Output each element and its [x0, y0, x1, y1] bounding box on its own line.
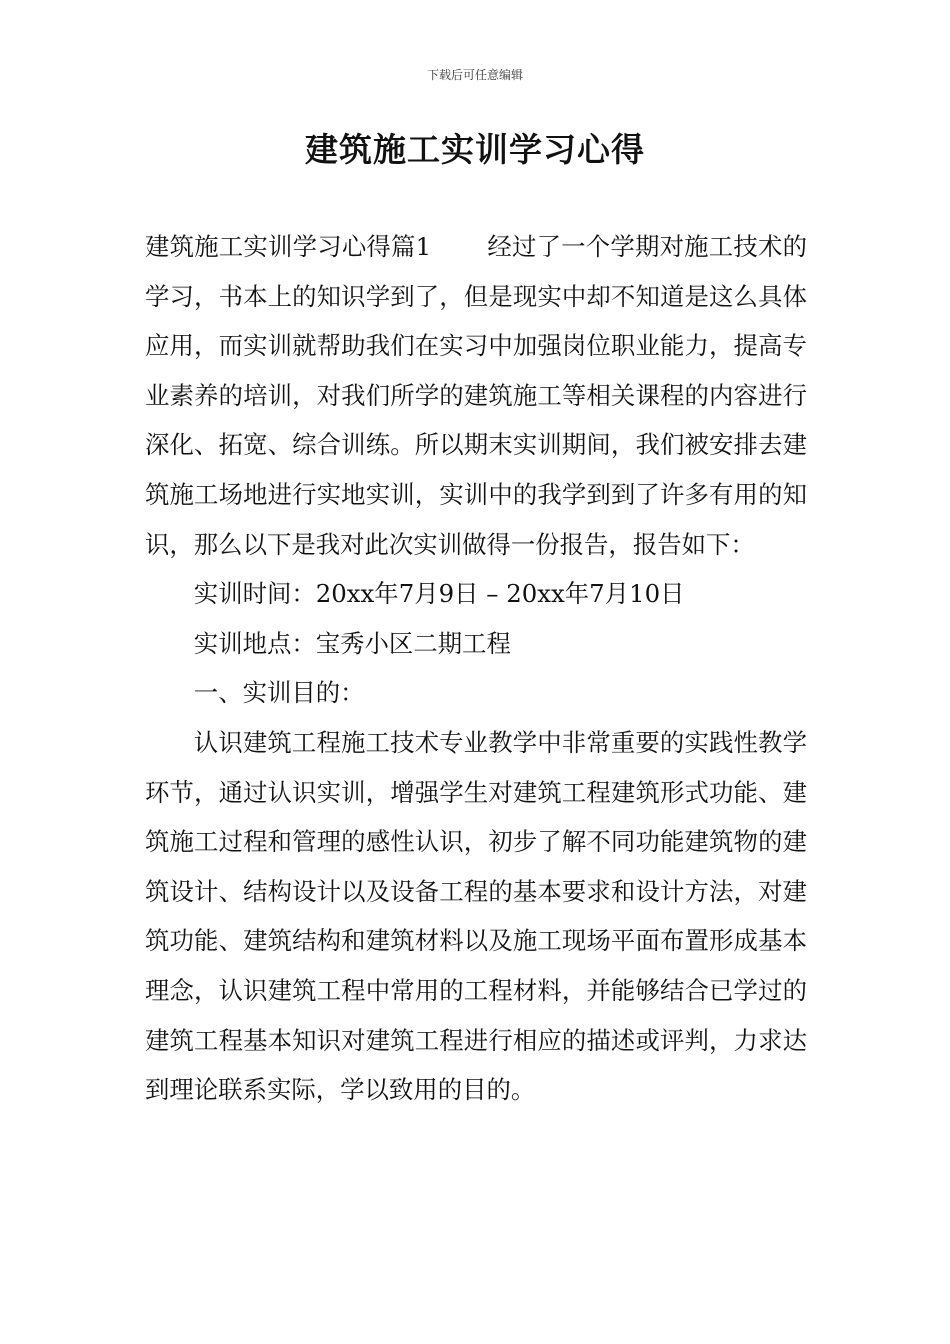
purpose-paragraph: 认识建筑工程施工技术专业教学中非常重要的实践性教学环节，通过认识实训，增强学生对建筑工程建筑形式功能、建筑施工过程和管理的感性认识，初步了解不同功能建筑物的建筑设计、结构设计以及设备工程的基本要求和设计方法，对建筑功能、建筑结构和建筑材料以及施工现场平面布置形成基本理念，认识建筑工程中常用的工程材料，并能够结合已学过的建筑工程基本知识对建筑工程进行相应的描述或评判，力求达到理论联系实际，学以致用的目的。	[145, 727, 807, 1105]
document-body	[145, 222, 807, 1115]
intro-text: 经过了一个学期对施工技术的学习，书本上的知识学到了，但是现实中却不知道是这么具体应用，而实训就帮助我们在实习中加强岗位职业能力，提高专业素养的培训，对我们所学的建筑施工等相关课程的内容进行深化、拓宽、综合训练。所以期末实训期间，我们被安排去建筑施工场地进行实地实训，实训中的我学到到了许多有用的知识，那么以下是我对此次实训做得一份报告，报告如下：	[145, 232, 807, 559]
section-heading-purpose: 一、实训目的：	[193, 678, 365, 708]
header-note: 下载后可任意编辑	[426, 68, 523, 82]
intro-paragraph	[145, 222, 807, 569]
intro-label: 建筑施工实训学习心得篇1	[145, 232, 432, 261]
training-place-line: 实训地点：宝秀小区二期工程	[193, 628, 511, 658]
document-title: 建筑施工实训学习心得	[305, 130, 645, 169]
training-time-line: 实训时间：20xx年7月9日 – 20xx年7月10日	[193, 579, 685, 609]
